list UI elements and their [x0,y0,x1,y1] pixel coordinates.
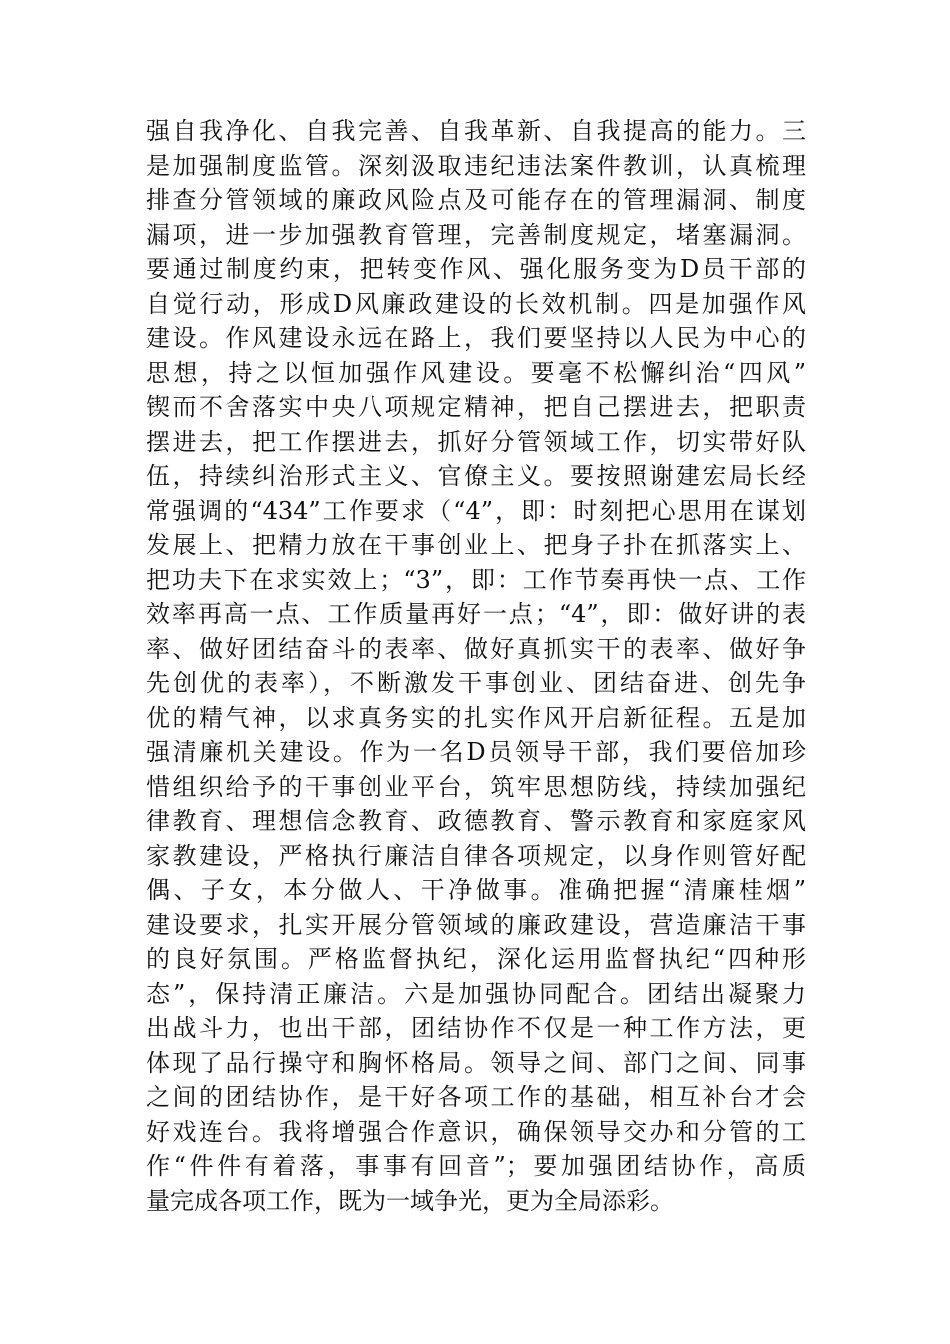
text-line-14: 把功夫下在求实效上；“3”，即：工作节奏再快一点、工作 [146,565,806,594]
text-line-3: 排查分管领域的廉政风险点及可能存在的管理漏洞、制度 [146,186,806,214]
text-line-23: 偶、子女，本分做人、干净做事。准确把握“清廉桂烟” [146,876,806,904]
text-line-31: 作“件件有着落，事事有回音”；要加强团结协作，高质 [146,1152,806,1180]
text-line-5: 要通过制度约束，把转变作风、强化服务变为D员干部的 [146,255,806,283]
text-line-7: 建设。作风建设永远在路上，我们要坚持以人民为中心的 [146,324,806,352]
text-line-12: 常强调的“434”工作要求（“4”，即：时刻把心思用在谋划 [146,496,806,525]
text-line-25: 的良好氛围。严格监督执纪，深化运用监督执纪“四种形 [146,945,806,973]
text-line-26: 态”，保持清正廉洁。六是加强协同配合。团结出凝聚力 [146,979,806,1008]
text-line-28: 体现了品行操守和胸怀格局。领导之间、部门之间、同事 [146,1048,806,1077]
text-line-18: 优的精气神，以求真务实的扎实作风开启新征程。五是加 [146,703,806,732]
text-line-30: 好戏连台。我将增强合作意识，确保领导交办和分管的工 [146,1117,806,1146]
text-line-20: 惜组织给予的干事创业平台，筑牢思想防线，持续加强纪 [146,772,806,801]
text-line-4: 漏项，进一步加强教育管理，完善制度规定，堵塞漏洞。 [146,220,806,249]
text-line-17: 先创优的表率），不断激发干事创业、团结奋进、创先争 [146,669,806,697]
text-line-32: 量完成各项工作，既为一域争光，更为全局添彩。 [146,1186,674,1215]
text-line-10: 摆进去，把工作摆进去，抓好分管领域工作，切实带好队 [146,427,806,456]
text-line-9: 锲而不舍落实中央八项规定精神，把自己摆进去，把职责 [146,393,806,421]
body-paragraph [146,114,806,1218]
text-line-29: 之间的团结协作，是干好各项工作的基础，相互补台才会 [146,1083,806,1111]
text-line-27: 出战斗力，也出干部，团结协作不仅是一种工作方法，更 [146,1014,806,1042]
text-line-16: 率、做好团结奋斗的表率、做好真抓实干的表率、做好争 [146,634,806,663]
text-line-22: 家教建设，严格执行廉洁自律各项规定，以身作则管好配 [146,841,806,870]
text-line-2: 是加强制度监管。深刻汲取违纪违法案件教训，认真梳理 [146,151,806,180]
text-line-15: 效率再高一点、工作质量再好一点；“4”，即：做好讲的表 [146,600,806,628]
text-line-13: 发展上、把精力放在干事创业上、把身子扑在抓落实上、 [146,531,806,559]
text-line-6: 自觉行动，形成D风廉政建设的长效机制。四是加强作风 [146,289,806,318]
text-line-24: 建设要求，扎实开展分管领域的廉政建设，营造廉洁干事 [146,910,806,939]
text-line-8: 思想，持之以恒加强作风建设。要毫不松懈纠治“四风” [146,358,806,387]
text-line-19: 强清廉机关建设。作为一名D员领导干部，我们要倍加珍 [146,738,806,766]
text-line-11: 伍，持续纠治形式主义、官僚主义。要按照谢建宏局长经 [146,462,806,490]
text-line-21: 律教育、理想信念教育、政德教育、警示教育和家庭家风 [146,807,806,835]
text-line-1: 强自我净化、自我完善、自我革新、自我提高的能力。三 [146,117,806,145]
